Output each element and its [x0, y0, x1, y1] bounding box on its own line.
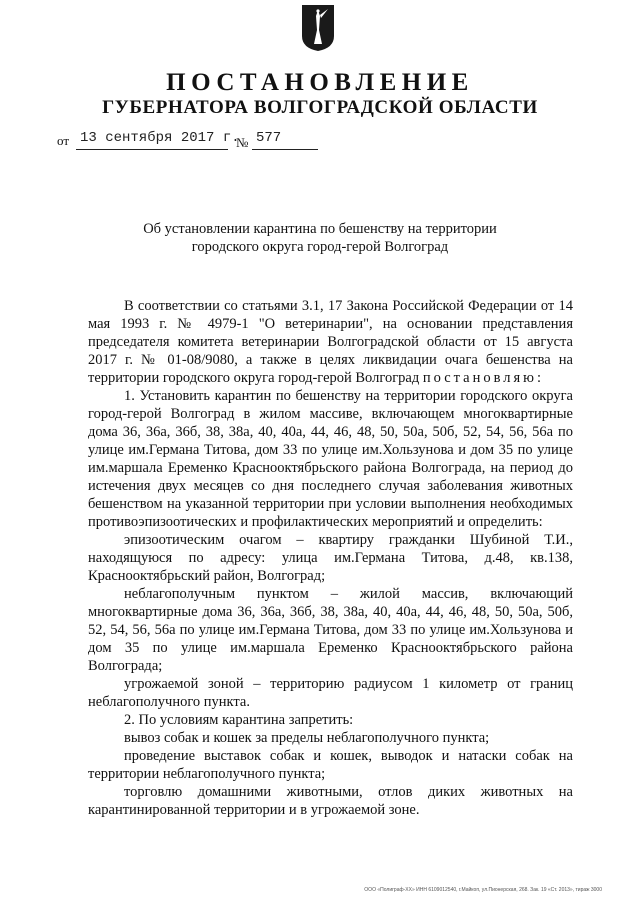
document-subject	[110, 220, 530, 256]
date-prefix-label: от	[57, 133, 70, 148]
document-title: ПОСТАНОВЛЕНИЕ	[166, 69, 474, 96]
decree-word: постановляю:	[422, 370, 545, 386]
paragraph-threat-zone: угрожаемой зоной – территорию радиусом 1 километр от границ неблагополучного пункта.	[88, 676, 573, 710]
date-underline	[76, 149, 228, 150]
paragraph-ban-trade: торговлю домашними животными, отлов диких животных на карантинированной территории и в угрожаемой зоне.	[88, 784, 573, 818]
document-date: 13 сентября 2017 г.	[80, 130, 240, 146]
subject-line-1: Об установлении карантина по бешенству на территории	[143, 221, 497, 237]
document-number: 577	[256, 130, 282, 146]
paragraph-1: 1. Установить карантин по бешенству на территории городского округа город-герой Волгоград в жилом массиве, включающем многоквартирные дома 36, 36а, 36б, 38, 38а, 40, 40а, 44, 46, 48, 50, 50а, 50б, 52, 54, 56, 56а по улице им.Германа Титова, дом 33 по улице им.Хользунова и дом 35 по улице им.маршала Еременко Краснооктябрьского района Волгограда, на период до истечения двух месяцев со дня последнего случая заболевания животных бешенством на указанной территории при условии выполнения необходимых противоэпизоотических и профилактических мероприятий и определить:	[88, 388, 573, 530]
document-issuer: ГУБЕРНАТОРА ВОЛГОГРАДСКОЙ ОБЛАСТИ	[102, 97, 538, 118]
document-body	[88, 297, 573, 819]
preamble-text: В соответствии со статьями 3.1, 17 Закона Российской Федерации от 14 мая 1993 г. № 4979-1 "О ветеринарии", на основании представления председателя комитета ветеринарии Волгоградской области от 15 августа 2017 г. № 01-08/9080, а также в целях ликвидации очага бешенства на территории городского округа город-герой Волгоград	[88, 298, 573, 386]
paragraph-ban-export: вывоз собак и кошек за пределы неблагополучного пункта;	[124, 730, 490, 746]
number-underline	[252, 149, 318, 150]
paragraph-ban-exhibitions: проведение выставок собак и кошек, выводок и натаски собак на территории неблагополучного пункта;	[88, 748, 573, 782]
paragraph-unsafe-point: неблагополучным пунктом – жилой массив, включающий многоквартирные дома 36, 36а, 36б, 38, 38а, 40, 40а, 44, 46, 48, 50, 50а, 50б, 52, 54, 56, 56а по улице им.Германа Титова, дом 33 по улице им.Хользунова и дом 35 по улице им.маршала Еременко Краснооктябрьского района Волгограда;	[88, 586, 573, 674]
paragraph-focus: эпизоотическим очагом – квартиру гражданки Шубиной Т.И., находящуюся по адресу: улица им.Германа Титова, д.48, кв.138, Краснооктябрьский район, Волгоград;	[88, 532, 573, 584]
subject-line-2: городского округа город-герой Волгоград	[191, 239, 449, 255]
paragraph-preamble	[88, 297, 573, 387]
number-label: №	[236, 135, 249, 150]
coat-of-arms-icon	[301, 4, 335, 52]
print-imprint: ООО «Полиграф-ХХ» ИНН 6109012540, г.Майкоп, ул.Пионерская, 268. Зак. 19 «Ст. 2013», тираж 3000	[364, 887, 602, 893]
paragraph-2: 2. По условиям карантина запретить:	[124, 712, 354, 728]
